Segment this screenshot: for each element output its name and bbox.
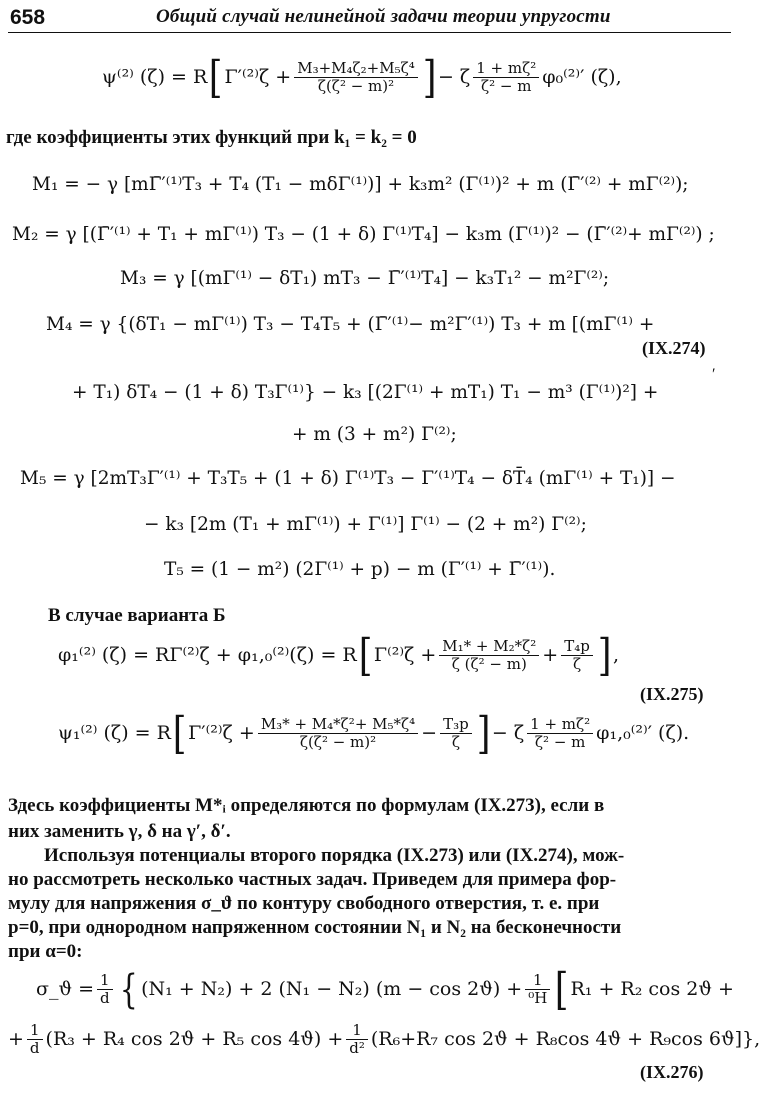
equation-phi1 [58, 630, 620, 681]
psi2-tail: φ₀⁽²⁾′ (ζ), [542, 65, 622, 88]
paragraph-2-line-4: p=0, при однородном напряженном состоянии N₁ и N₂ на бесконечности [8, 917, 622, 938]
left-bracket: [ [172, 708, 187, 759]
sigma-fraction-1 [97, 972, 113, 1008]
paragraph-2-line-2: но рассмотреть несколько частных задач. Приведем для примера фор- [8, 869, 617, 890]
equation-M4-line1: M₄ = γ {(δT₁ − mΓ⁽¹⁾) T₃ − T₄T₅ + (Γ̄′⁽¹⁾− m²Γ′⁽¹⁾) T₃ + m [(mΓ⁽¹⁾ + [46, 314, 655, 335]
equation-M5-line1: M₅ = γ [2mT₃Γ′⁽¹⁾ + T₃T₅ + (1 + δ) Γ⁽¹⁾T₃ − Γ′⁽¹⁾T₄ − δT̄₄ (mΓ⁽¹⁾ + T₁)] − [20, 468, 676, 489]
psi1-numerator-2: T₃p [440, 716, 472, 734]
left-bracket: [ [555, 964, 569, 1015]
right-bracket: ] [597, 630, 612, 681]
sigma2-f-den: d [29, 1039, 40, 1058]
right-bracket: ] [422, 52, 437, 103]
psi1-fraction-2 [440, 716, 472, 752]
left-bracket: [ [209, 52, 223, 103]
paragraph-2-line-3: мулу для напряжения σ_ϑ по контуру свободного отверстия, т. е. при [8, 893, 600, 914]
sigma-f1-den: d [100, 989, 110, 1008]
psi1-tail: φ₁,₀⁽²⁾′ (ζ). [596, 721, 690, 744]
psi1-denominator: ζ(ζ² − m)² [299, 733, 377, 752]
psi2-denominator-2: ζ² − m [480, 77, 532, 96]
phi1-numerator-2: T₄p [561, 638, 593, 656]
equation-M4-line3: + m (3 + m²) Γ⁽²⁾; [292, 424, 457, 445]
sigma2-start: + [8, 1027, 24, 1050]
phi1-denominator: ζ (ζ² − m) [451, 655, 527, 674]
sigma2-mid: (R₃ + R₄ cos 2ϑ + R₅ cos 4ϑ) + [45, 1027, 344, 1050]
equation-T5: T₅ = (1 − m²) (2Γ⁽¹⁾ + p) − m (Γ′⁽¹⁾ + Γ̄′⁽¹⁾). [164, 559, 556, 580]
psi1-denominator-2: ζ [451, 733, 460, 752]
psi2-lhs: ψ⁽²⁾ (ζ) = R [102, 65, 208, 88]
sigma-f1-num: 1 [97, 972, 113, 990]
page-header [8, 4, 731, 33]
running-title: Общий случай нелинейной задачи теории упругости [156, 6, 611, 27]
equation-M3: M₃ = γ [(mΓ⁽¹⁾ − δT₁) mT₃ − Γ̄′⁽¹⁾T₄] − k₃T₁² − m²Γ⁽²⁾; [120, 268, 610, 289]
sigma-lhs: σ_ϑ = [36, 977, 95, 1000]
phi1-fraction [439, 638, 539, 674]
equation-M1: M₁ = − γ [mΓ̄′⁽¹⁾T₃ + T₄ (T₁ − mδΓ⁽¹⁾)] + k₃m² (Γ⁽¹⁾)² + m (Γ̄′⁽²⁾ + mΓ⁽²⁾); [32, 174, 689, 195]
sigma-f2-den: ⁰H [528, 989, 548, 1008]
phi1-end: , [613, 643, 620, 666]
psi2-numerator-2: 1 + mζ² [473, 60, 539, 78]
sigma2-f2-den: d² [349, 1039, 365, 1058]
paragraph-1-line-2: них заменить γ, δ на γ′, δ′. [8, 821, 231, 842]
psi2-mid: − ζ [437, 65, 471, 88]
margin-mark: ′ [712, 366, 716, 383]
psi1-numerator-3: 1 + mζ² [527, 716, 593, 734]
right-bracket: ] [476, 708, 491, 759]
equation-M5-line2: − k₃ [2m (T₁ + mΓ⁽¹⁾) + Γ⁽¹⁾] Γ⁽¹⁾ − (2 + m²) Γ⁽²⁾; [144, 514, 587, 535]
paragraph-2-line-5: при α=0: [8, 941, 83, 962]
phi1-fraction-2 [561, 638, 593, 674]
psi2-fraction [294, 60, 418, 96]
paragraph-2-line-1: Используя потенциалы второго порядка (IX.273) или (IX.274), мож- [44, 845, 625, 866]
phi1-inner: Γ⁽²⁾ζ + [373, 643, 437, 666]
sigma-fraction-2 [525, 972, 550, 1008]
equation-sigma-line1 [36, 964, 734, 1015]
sigma2-f-num: 1 [27, 1022, 43, 1040]
left-brace: { [119, 966, 138, 1013]
equation-sigma-line2 [8, 1022, 760, 1058]
psi1-minus: − [421, 721, 438, 744]
psi1-numerator: M₃* + M₄*ζ²+ M₅*ζ⁴ [258, 716, 418, 734]
phi1-numerator: M₁* + M₂*ζ² [439, 638, 539, 656]
book-page [0, 4, 760, 1095]
left-bracket: [ [358, 630, 373, 681]
psi2-numerator: M₃+M₄ζ₂+M₅ζ⁴ [294, 60, 418, 78]
psi2-bracket-term: Γ′⁽²⁾ζ + [224, 65, 292, 88]
psi1-lhs: ψ₁⁽²⁾ (ζ) = R [58, 721, 171, 744]
equation-label-275: (IX.275) [640, 684, 704, 704]
sigma-f2-num: 1 [525, 972, 550, 990]
paragraph-1-line-1: Здесь коэффициенты M*ᵢ определяются по формулам (IX.273), если в [8, 795, 605, 816]
sigma-mid: (N₁ + N₂) + 2 (N₁ − N₂) (m − cos 2ϑ) + [141, 977, 523, 1000]
sigma-bracket: R₁ + R₂ cos 2ϑ + [570, 977, 734, 1000]
equation-psi1 [58, 708, 690, 759]
sigma2-end: (R₆+R₇ cos 2ϑ + R₈cos 4ϑ + R₉cos 6ϑ [370, 1027, 735, 1050]
sigma2-fraction-1 [27, 1022, 43, 1058]
variant-b-heading: В случае варианта Б [48, 605, 226, 626]
psi1-denominator-3: ζ² − m [534, 733, 586, 752]
psi1-mid: − ζ [491, 721, 525, 744]
psi1-fraction-3 [527, 716, 593, 752]
coefficients-intro: где коэффициенты этих функций при k₁ = k₂ = 0 [6, 127, 417, 148]
phi1-lhs: φ₁⁽²⁾ (ζ) = RΓ⁽²⁾ζ + φ₁,₀⁽²⁾(ζ) = R [58, 643, 357, 666]
psi1-fraction [258, 716, 418, 752]
page-number: 658 [10, 6, 46, 29]
equation-label-276: (IX.276) [640, 1062, 704, 1082]
equation-M2: M₂ = γ [(Γ̄′⁽¹⁾ + T₁ + mΓ⁽¹⁾) T₃ − (1 + δ) Γ⁽¹⁾T₄] − k₃m (Γ⁽¹⁾)² − (Γ̄′⁽²⁾+ mΓ⁽²⁾) ; [12, 224, 715, 245]
equation-label-274: (IX.274) [642, 338, 706, 358]
equation-M4-line2: + T₁) δT₄ − (1 + δ) T₃Γ⁽¹⁾} − k₃ [(2Γ⁽¹⁾ + mT₁) T₁ − m³ (Γ⁽¹⁾)²] + [72, 382, 659, 403]
psi2-denominator: ζ(ζ² − m)² [317, 77, 395, 96]
sigma2-f2-num: 1 [346, 1022, 368, 1040]
sigma2-close: ]}, [734, 1027, 760, 1050]
phi1-denominator-2: ζ [572, 655, 582, 674]
phi1-plus: + [542, 643, 559, 666]
psi2-fraction-2 [473, 60, 539, 96]
psi1-inner: Γ′⁽²⁾ζ + [188, 721, 255, 744]
sigma2-fraction-2 [346, 1022, 368, 1058]
equation-psi2 [102, 52, 622, 103]
